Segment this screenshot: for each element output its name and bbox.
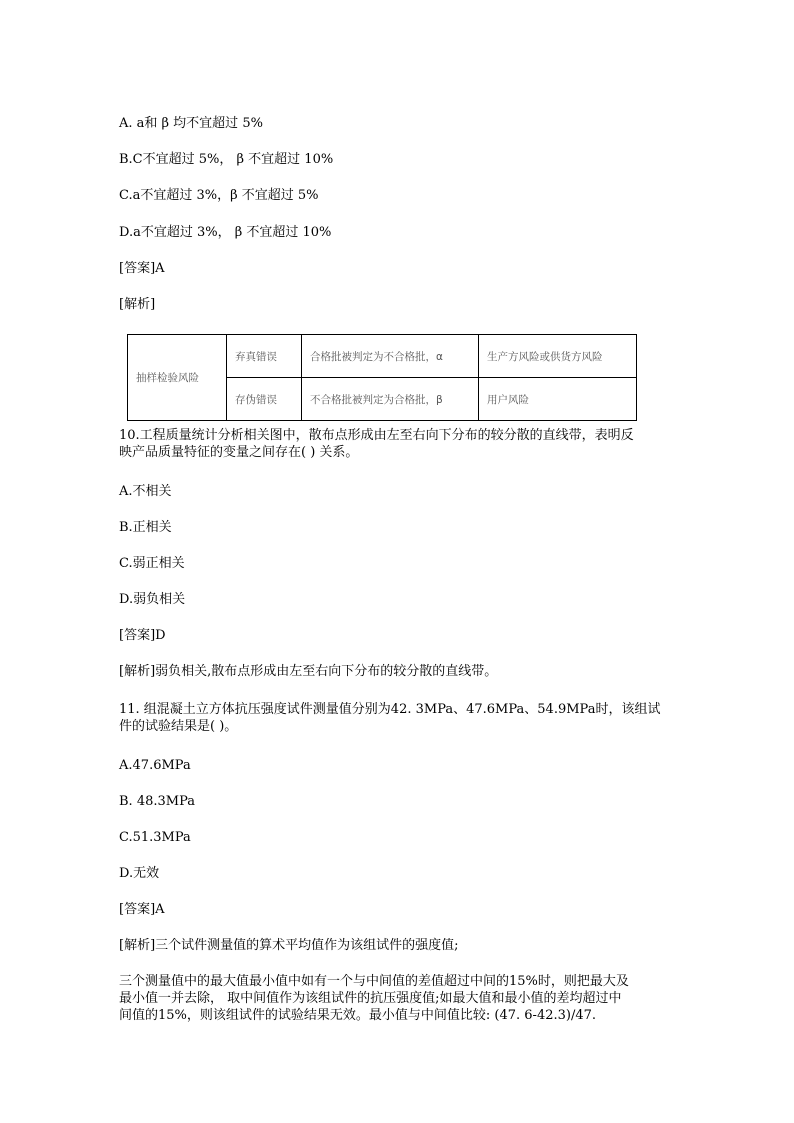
q11-analysis-line: 三个测量值中的最大值最小值中如有一个与中间值的差值超过中间的15%时，则把最大及 (119, 974, 629, 989)
q9-option-c: C.a不宜超过 3%，β 不宜超过 5% (119, 188, 319, 203)
q11-option-b: B. 48.3MPa (119, 794, 195, 809)
q11-analysis-line: 最小值一并去除， 取中间值作为该组试件的抗压强度值;如最大值和最小值的差均超过中 (119, 991, 622, 1006)
table-cell-error-type: 存伪错误 (227, 378, 302, 421)
q11-analysis-line: 间值的15%，则该组试件的试验结果无效。最小值与中间值比较: (47. 6-42.3)/47. (119, 1008, 597, 1023)
q10-option-c: C.弱正相关 (119, 556, 185, 571)
q11-analysis-intro: [解析]三个试件测量值的算术平均值作为该组试件的强度值; (119, 938, 459, 953)
q10-answer: [答案]D (119, 628, 166, 643)
q10-analysis: [解析]弱负相关,散布点形成由左至右向下分布的较分散的直线带。 (119, 664, 498, 679)
table-cell-description: 合格批被判定为不合格批，α (302, 335, 479, 378)
q10-question (119, 427, 679, 461)
table-row-header: 抽样检验风险 (128, 335, 227, 421)
table-cell-error-type: 弃真错误 (227, 335, 302, 378)
table-cell-risk: 生产方风险或供货方风险 (479, 335, 637, 378)
q11-option-c: C.51.3MPa (119, 830, 191, 845)
q10-option-a: A.不相关 (119, 484, 172, 499)
q11-question (119, 701, 679, 735)
q11-analysis-body (119, 973, 679, 1024)
q11-option-d: D.无效 (119, 866, 160, 881)
q9-answer: [答案]A (119, 261, 165, 276)
table-cell-description: 不合格批被判定为合格批，β (302, 378, 479, 421)
q11-question-line: 11. 组混凝土立方体抗压强度试件测量值分别为42. 3MPa、47.6MPa、54.9MPa时，该组试 (119, 702, 661, 717)
q11-question-line: 件的试验结果是( )。 (119, 719, 238, 734)
q10-question-line: 10.工程质量统计分析相关图中，散布点形成由左至右向下分布的较分散的直线带，表明反 (119, 428, 634, 443)
q9-option-a: A. a和 β 均不宜超过 5% (119, 116, 263, 131)
q11-option-a: A.47.6MPa (119, 758, 191, 773)
q9-option-b: B.C不宜超过 5%， β 不宜超过 10% (119, 152, 334, 167)
q10-option-d: D.弱负相关 (119, 592, 186, 607)
sampling-risk-table (127, 334, 637, 421)
q10-option-b: B.正相关 (119, 520, 172, 535)
q9-analysis-label: [解析] (119, 297, 156, 312)
q11-answer: [答案]A (119, 902, 165, 917)
table-cell-risk: 用户风险 (479, 378, 637, 421)
q9-option-d: D.a不宜超过 3%， β 不宜超过 10% (119, 225, 332, 240)
table-row (128, 335, 637, 378)
q10-question-line: 映产品质量特征的变量之间存在( ) 关系。 (119, 445, 359, 460)
